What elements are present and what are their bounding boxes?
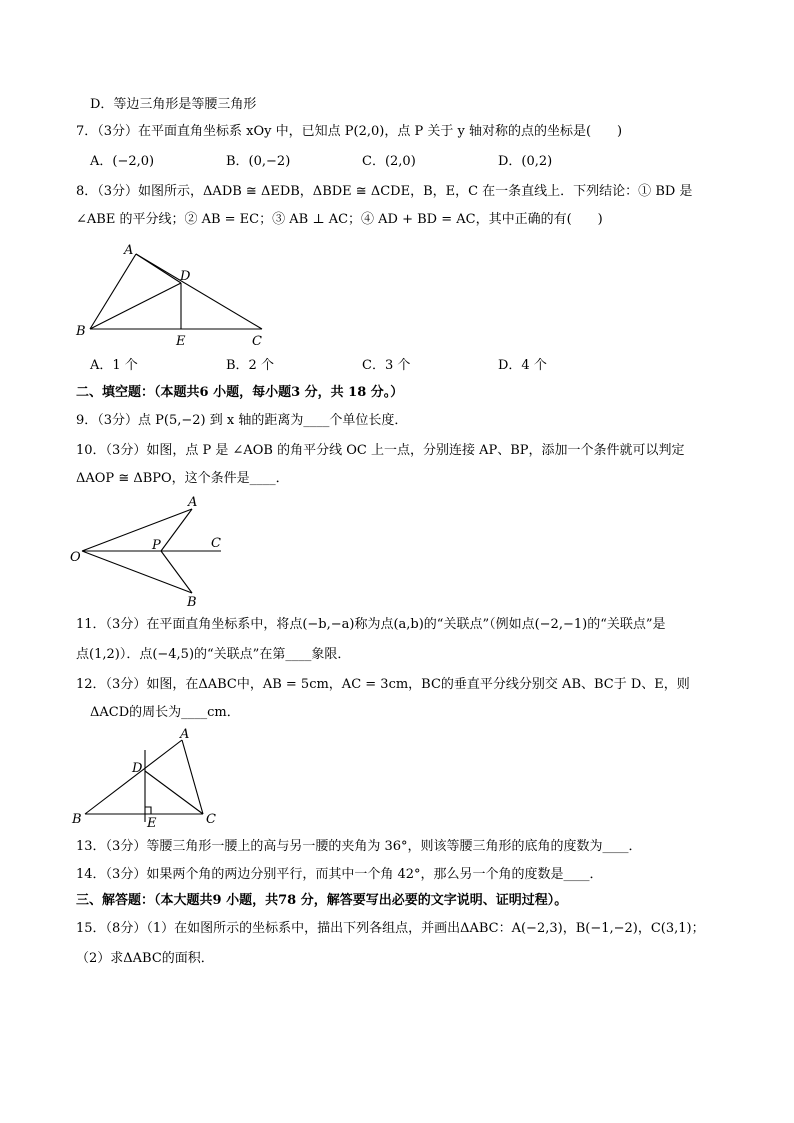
q8-option-b: B．2 个 [226, 358, 274, 373]
right-angle-mark [145, 807, 151, 814]
question-7: 7．（3分）在平面直角坐标系 xOy 中，已知点 P(2,0)，点 P 关于 y 轴对称的点的坐标是( ) [76, 124, 623, 139]
label-a: A [180, 727, 190, 742]
q7-option-d: D．(0,2) [498, 154, 553, 169]
question-11-line2: 点(1,2)）．点(−4,5)的“关联点”在第____象限． [76, 647, 351, 662]
section-3-heading: 三、解答题：（本大题共9 小题，共78 分，解答要写出必要的文字说明、证明过程）。 [76, 893, 568, 908]
label-b: B [187, 595, 197, 610]
question-11-line1: 11．（3分）在平面直角坐标系中，将点(−b,−a)称为点(a,b)的“关联点”（例如点(−2,−1)的“关联点”是 [76, 617, 666, 632]
q8-option-c: C．3 个 [362, 358, 411, 373]
question-12-line1: 12．（3分）如图，在ΔABC中，AB = 5cm，AC = 3cm，BC的垂直平分线分别交 AB、BC于 D、E，则 [76, 677, 690, 692]
question-13: 13．（3分）等腰三角形一腰上的高与另一腰的夹角为 36°，则该等腰三角形的底角的度数为____． [76, 839, 642, 854]
question-15-line2: （2）求ΔABC的面积． [76, 951, 214, 966]
figure-q12 [70, 726, 230, 834]
label-p: P [152, 538, 161, 553]
label-b: B [72, 812, 82, 827]
label-a: A [124, 243, 134, 258]
segment-ob [82, 551, 192, 593]
label-d: D [132, 761, 143, 776]
label-e: E [147, 816, 157, 831]
q7-option-b: B．(0,−2) [226, 154, 291, 169]
section-2-heading: 二、填空题：（本题共6 小题，每小题3 分，共 18 分。） [76, 385, 404, 400]
segment-dc [145, 771, 203, 814]
question-8-line2: ∠ABE 的平分线；② AB = EC；③ AB ⊥ AC；④ AD + BD = AC，其中正确的有( ) [76, 212, 603, 227]
q6-option-d: D．等边三角形是等腰三角形 [90, 97, 257, 112]
label-o: O [70, 550, 81, 565]
segment-ac [182, 740, 203, 814]
question-12-line2: ΔACD的周长为____cm． [90, 705, 240, 720]
figure-q8 [70, 236, 290, 351]
question-8-line1: 8．（3分）如图所示，ΔADB ≅ ΔEDB，ΔBDE ≅ ΔCDE，B，E，C 在一条直线上．下列结论：① BD 是 [76, 184, 693, 199]
question-9: 9．（3分）点 P(5,−2) 到 x 轴的距离为____个单位长度． [76, 413, 408, 428]
q8-option-a: A．1 个 [90, 358, 138, 373]
label-c: C [206, 812, 216, 827]
label-b: B [76, 324, 86, 339]
label-d: D [180, 269, 191, 284]
label-c: C [252, 334, 262, 349]
label-a: A [188, 495, 198, 510]
label-e: E [176, 334, 186, 349]
segment-ab [85, 740, 182, 814]
question-14: 14．（3分）如果两个角的两边分别平行，而其中一个角 42°，那么另一个角的度数是____． [76, 867, 603, 882]
q7-option-c: C．(2,0) [362, 154, 416, 169]
label-c: C [211, 536, 221, 551]
q7-option-a: A．(−2,0) [90, 154, 155, 169]
segment-oa [82, 509, 192, 551]
question-10-line2: ΔAOP ≅ ΔBPO，这个条件是____． [76, 471, 289, 486]
segment-ac [136, 254, 262, 329]
question-10-line1: 10．（3分）如图，点 P 是 ∠AOB 的角平分线 OC 上一点，分别连接 AP、BP，添加一个条件就可以判定 [76, 443, 685, 458]
question-15-line1: 15．（8分）（1）在如图所示的坐标系中，描出下列各组点，并画出ΔABC：A(−2,3)，B(−1,−2)，C(3,1)； [76, 921, 705, 936]
figure-q10 [66, 492, 236, 610]
q8-option-d: D．4 个 [498, 358, 547, 373]
